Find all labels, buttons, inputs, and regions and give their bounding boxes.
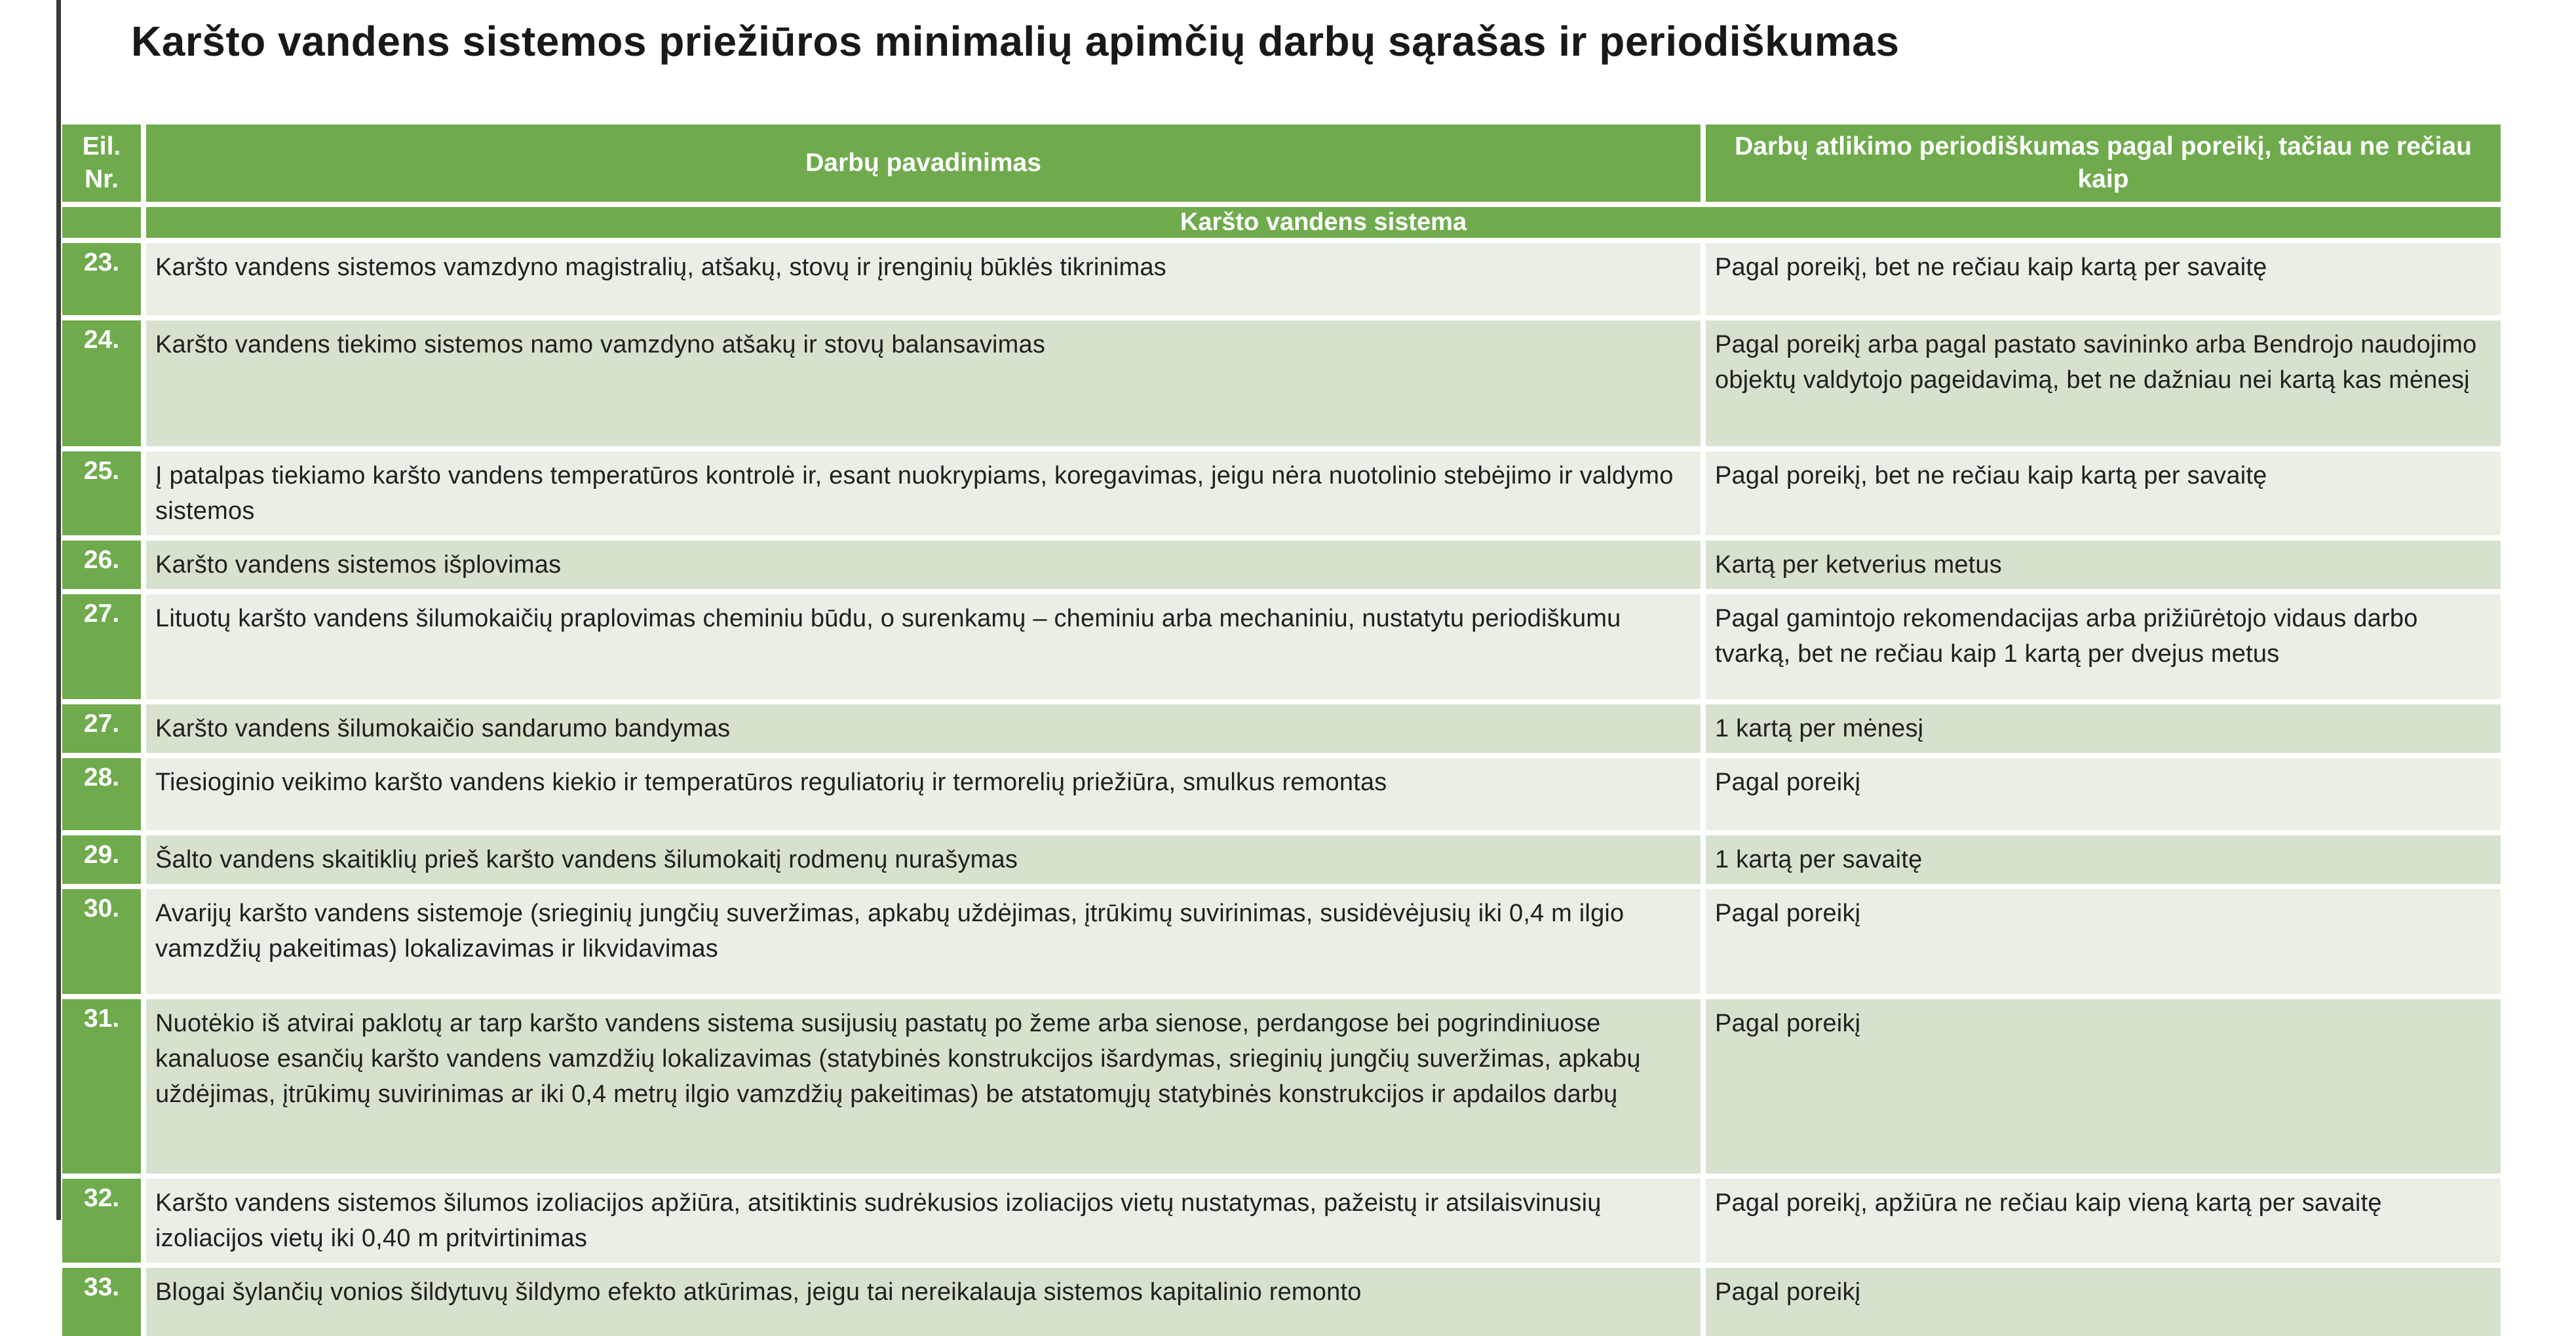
section-row-blank-cell <box>62 207 141 238</box>
row-number-cell: 27. <box>62 704 141 753</box>
periodicity-cell: Pagal poreikį <box>1706 1268 2501 1336</box>
row-number-cell: 30. <box>62 889 141 994</box>
maintenance-table <box>62 124 2501 1336</box>
row-number-cell: 33. <box>62 1268 141 1336</box>
section-row-title: Karšto vandens sistema <box>146 207 2501 238</box>
work-name-cell: Avarijų karšto vandens sistemoje (srieginių jungčių suveržimas, apkabų uždėjimas, įtrūkimų suvirinimas, susidėvėjusių iki 0,4 m ilgio vamzdžių pakeitimas) lokalizavimas ir likvidavimas <box>146 889 1701 994</box>
row-number-cell: 23. <box>62 243 141 315</box>
work-name-cell: Lituotų karšto vandens šilumokaičių praplovimas cheminiu būdu, o surenkamų – cheminiu arba mechaniniu, nustatytu periodiškumu <box>146 594 1701 699</box>
periodicity-cell: Pagal poreikį, bet ne rečiau kaip kartą per savaitę <box>1706 243 2501 315</box>
row-number-cell: 32. <box>62 1179 141 1263</box>
row-number-cell: 26. <box>62 541 141 589</box>
table-header-work-name: Darbų pavadinimas <box>146 124 1701 202</box>
row-number-cell: 28. <box>62 758 141 830</box>
periodicity-cell: Pagal poreikį <box>1706 999 2501 1174</box>
periodicity-cell: Pagal poreikį, bet ne rečiau kaip kartą per savaitę <box>1706 451 2501 535</box>
periodicity-cell: Pagal poreikį <box>1706 758 2501 830</box>
left-accent-line <box>56 0 61 1220</box>
periodicity-cell: Pagal gamintojo rekomendacijas arba prižiūrėtojo vidaus darbo tvarką, bet ne rečiau kaip 1 kartą per dvejus metus <box>1706 594 2501 699</box>
row-number-cell: 27. <box>62 594 141 699</box>
row-number-cell: 29. <box>62 835 141 884</box>
periodicity-cell: 1 kartą per savaitę <box>1706 835 2501 884</box>
periodicity-cell: Kartą per ketverius metus <box>1706 541 2501 589</box>
table-header-periodicity: Darbų atlikimo periodiškumas pagal poreikį, tačiau ne rečiau kaip <box>1706 124 2501 202</box>
row-number-cell: 24. <box>62 320 141 446</box>
page-title: Karšto vandens sistemos priežiūros minimalių apimčių darbų sąrašas ir periodiškumas <box>131 18 1900 65</box>
work-name-cell: Tiesioginio veikimo karšto vandens kiekio ir temperatūros reguliatorių ir termorelių priežiūra, smulkus remontas <box>146 758 1701 830</box>
periodicity-cell: Pagal poreikį, apžiūra ne rečiau kaip vieną kartą per savaitę <box>1706 1179 2501 1263</box>
row-number-cell: 31. <box>62 999 141 1174</box>
periodicity-cell: Pagal poreikį arba pagal pastato savininko arba Bendrojo naudojimo objektų valdytojo pageidavimą, bet ne dažniau nei kartą kas mėnesį <box>1706 320 2501 446</box>
work-name-cell: Nuotėkio iš atvirai paklotų ar tarp karšto vandens sistema susijusių pastatų po žeme arba sienose, perdangose bei pogrindiniuose kanaluose esančių karšto vandens vamzdžių lokalizavimas (statybinės konstrukcijos išardymas, srieginių jungčių suveržimas, apkabų uždėjimas, įtrūkimų suvirinimas ar iki 0,4 metrų ilgio vamzdžių pakeitimas) be atstatomųjų statybinės konstrukcijos ir apdailos darbų <box>146 999 1701 1174</box>
row-number-cell: 25. <box>62 451 141 535</box>
work-name-cell: Į patalpas tiekiamo karšto vandens temperatūros kontrolė ir, esant nuokrypiams, koregavimas, jeigu nėra nuotolinio stebėjimo ir valdymo sistemos <box>146 451 1701 535</box>
work-name-cell: Šalto vandens skaitiklių prieš karšto vandens šilumokaitį rodmenų nurašymas <box>146 835 1701 884</box>
work-name-cell: Blogai šylančių vonios šildytuvų šildymo efekto atkūrimas, jeigu tai nereikalauja sistemos kapitalinio remonto <box>146 1268 1701 1336</box>
work-name-cell: Karšto vandens šilumokaičio sandarumo bandymas <box>146 704 1701 753</box>
work-name-cell: Karšto vandens tiekimo sistemos namo vamzdyno atšakų ir stovų balansavimas <box>146 320 1701 446</box>
table-header-eil-nr: Eil. Nr. <box>62 124 141 202</box>
work-name-cell: Karšto vandens sistemos šilumos izoliacijos apžiūra, atsitiktinis sudrėkusios izoliacijos vietų nustatymas, pažeistų ir atsilaisvinusių izoliacijos vietų iki 0,40 m pritvirtinimas <box>146 1179 1701 1263</box>
periodicity-cell: Pagal poreikį <box>1706 889 2501 994</box>
work-name-cell: Karšto vandens sistemos vamzdyno magistralių, atšakų, stovų ir įrenginių būklės tikrinimas <box>146 243 1701 315</box>
periodicity-cell: 1 kartą per mėnesį <box>1706 704 2501 753</box>
work-name-cell: Karšto vandens sistemos išplovimas <box>146 541 1701 589</box>
